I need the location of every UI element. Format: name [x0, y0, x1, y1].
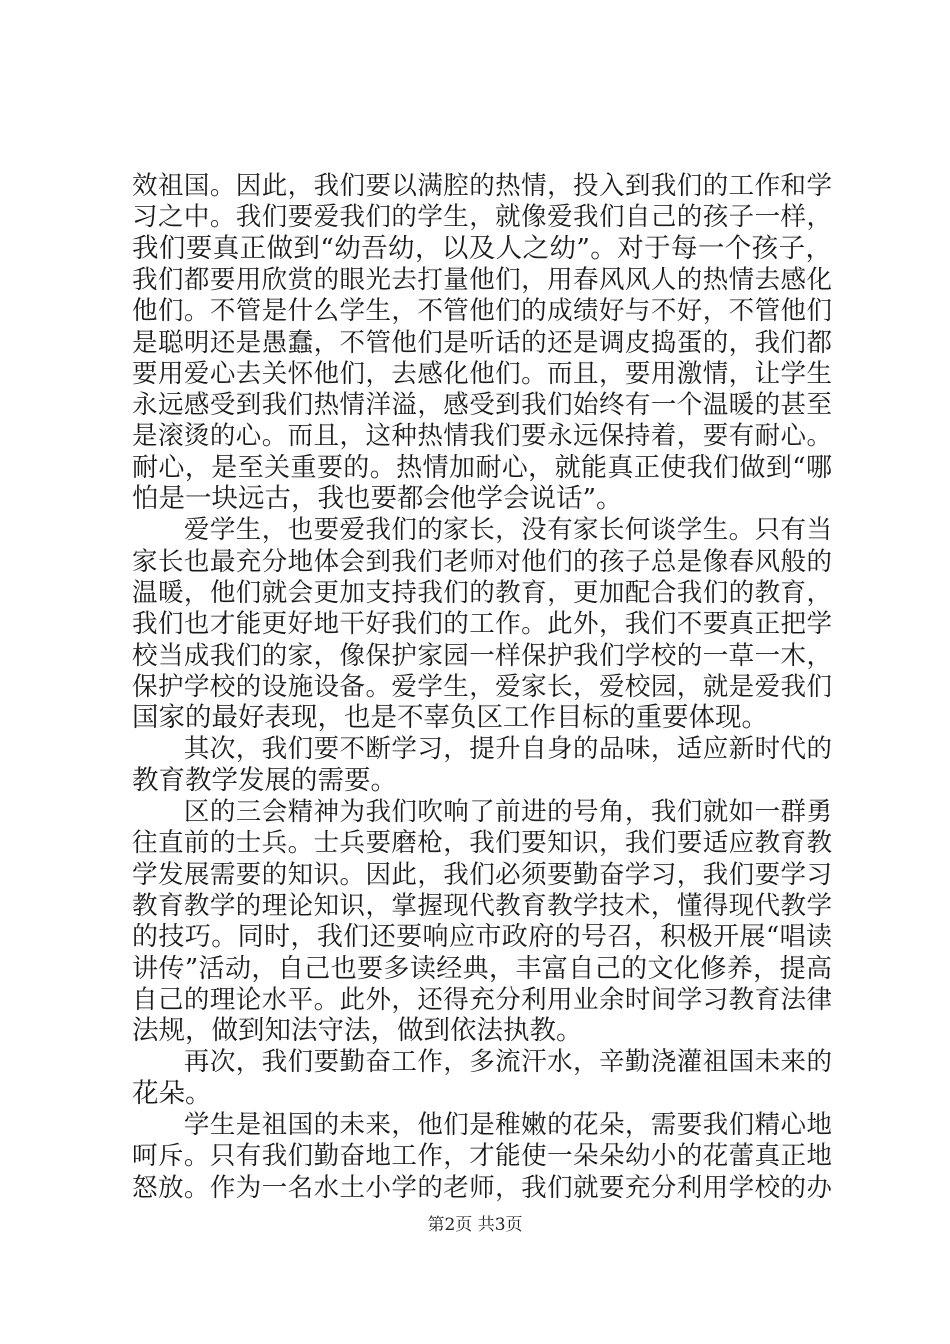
text-line: 耐心，是至关重要的。热情加耐心，就能真正使我们做到“哪 [132, 452, 832, 483]
text-line: 怒放。作为一名水土小学的老师，我们就要充分利用学校的办 [132, 1172, 832, 1203]
text-line: 学生是祖国的未来，他们是稚嫩的花朵，需要我们精心地 [132, 1110, 832, 1140]
text-line: 保护学校的设施设备。爱学生，爱家长，爱校园，就是爱我们 [132, 671, 832, 702]
text-line: 再次，我们要勤奋工作，多流汗水，辛勤浇灌祖国未来的 [132, 1047, 832, 1078]
page-number-footer: 第2页 共3页 [427, 1215, 523, 1235]
text-line: 教育教学发展的需要。 [132, 764, 397, 796]
text-line: 我们也才能更好地干好我们的工作。此外，我们不要真正把学 [132, 609, 832, 640]
text-line: 他们。不管是什么学生，不管他们的成绩好与不好，不管他们 [132, 296, 832, 327]
text-line: 怕是一块远古，我也要都会他学会说话”。 [132, 483, 623, 514]
text-line: 往直前的士兵。士兵要磨枪，我们要知识，我们要适应教育教 [132, 828, 832, 859]
text-line: 自己的理论水平。此外，还得充分利用业余时间学习教育法律 [132, 984, 832, 1015]
text-line: 效祖国。因此，我们要以满腔的热情，投入到我们的工作和学 [132, 171, 832, 201]
text-line: 温暖，他们就会更加支持我们的教育，更加配合我们的教育， [132, 577, 832, 608]
text-line: 区的三会精神为我们吹响了前进的号角，我们就如一群勇 [132, 797, 832, 827]
text-line: 的技巧。同时，我们还要响应市政府的号召，积极开展“唱读 [132, 922, 832, 953]
text-line: 呵斥。只有我们勤奋地工作，才能使一朵朵幼小的花蕾真正地 [132, 1141, 832, 1172]
text-line: 国家的最好表现，也是不辜负区工作目标的重要体现。 [132, 702, 768, 734]
text-line: 学发展需要的知识。因此，我们必须要勤奋学习，我们要学习 [132, 859, 832, 890]
text-line: 我们都要用欣赏的眼光去打量他们，用春风风人的热情去感化 [132, 264, 832, 295]
text-line: 要用爱心去关怀他们，去感化他们。而且，要用激情，让学生 [132, 358, 832, 389]
text-line: 是聪明还是愚蠢，不管他们是听话的还是调皮捣蛋的，我们都 [132, 327, 832, 358]
text-line: 其次，我们要不断学习，提升自身的品味，适应新时代的 [132, 734, 832, 765]
text-line: 爱学生，也要爱我们的家长，没有家长何谈学生。只有当 [132, 515, 832, 546]
text-line: 家长也最充分地体会到我们老师对他们的孩子总是像春风般的 [132, 546, 832, 577]
text-line: 是滚烫的心。而且，这种热情我们要永远保持着，要有耐心。 [132, 421, 832, 452]
text-line: 校当成我们的家，像保护家园一样保护我们学校的一草一木， [132, 640, 832, 671]
text-line: 习之中。我们要爱我们的学生，就像爱我们自己的孩子一样， [132, 202, 832, 233]
text-line: 法规，做到知法守法，做到依法执教。 [132, 1015, 583, 1047]
text-line: 教育教学的理论知识，掌握现代教育教学技术，懂得现代教学 [132, 890, 832, 921]
text-line: 讲传”活动，自己也要多读经典，丰富自己的文化修养，提高 [132, 953, 832, 984]
text-line: 永远感受到我们热情洋溢，感受到我们始终有一个温暖的甚至 [132, 390, 832, 421]
text-line: 花朵。 [132, 1077, 212, 1109]
text-line: 我们要真正做到“幼吾幼，以及人之幼”。对于每一个孩子， [132, 232, 832, 264]
